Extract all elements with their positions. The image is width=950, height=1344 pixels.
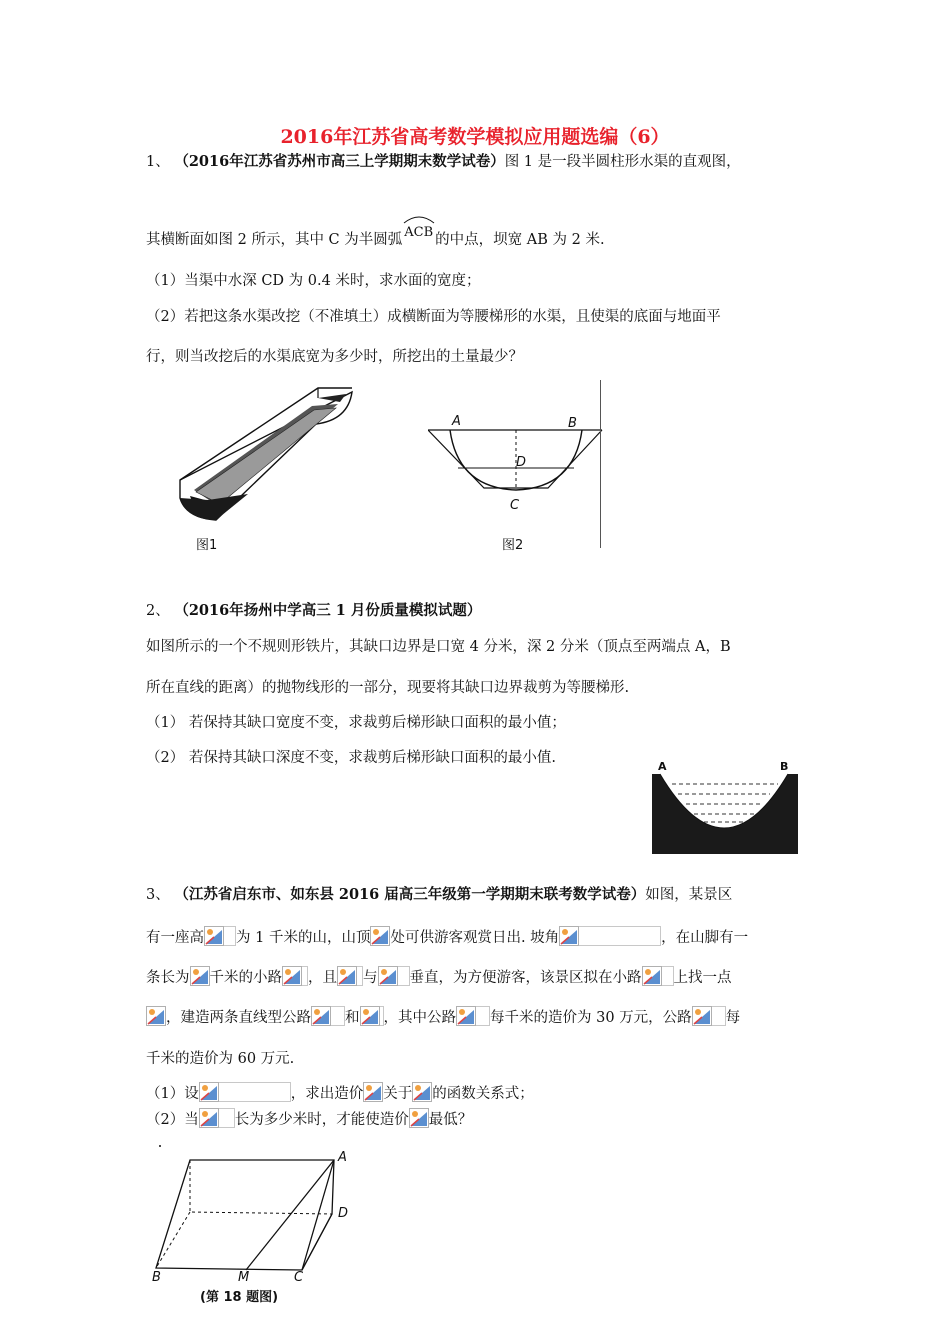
formula-box (476, 1006, 490, 1026)
q3-s2-a: （2）当 (146, 1112, 199, 1128)
q1-source: （2016年江苏省苏州市高三上学期期末数学试卷） (174, 153, 505, 170)
figure-1-caption: 图1 (196, 538, 218, 553)
q3-s1-d: 的函数关系式； (432, 1086, 534, 1102)
q3-s2-b: 长为多少米时，才能使造价 (234, 1112, 409, 1128)
q3-line2 (146, 926, 748, 949)
formula-box (662, 966, 674, 986)
q3-l3-b: 千米的小路 (209, 970, 282, 986)
broken-image-icon (337, 966, 357, 986)
broken-image-icon (199, 1082, 219, 1102)
q3-sub2 (146, 1108, 472, 1131)
q2-sub2: （2） 若保持其缺口深度不变，求裁剪后梯形缺口面积的最小值. (146, 750, 556, 766)
q1-line1-text: 图 1 是一段半圆柱形水渠的直观图， (504, 154, 741, 170)
q2-heading (146, 600, 481, 622)
formula-box (219, 1082, 291, 1102)
q3-l4-d: 每千米的造价为 30 万元，公路 (490, 1010, 692, 1026)
q1-sub2-a: （2）若把这条水渠改挖（不准填土）成横断面为等腰梯形的水渠，且使渠的底面与地面平 (146, 309, 721, 325)
broken-image-icon (692, 1006, 712, 1026)
broken-image-icon (311, 1006, 331, 1026)
broken-image-icon (146, 1006, 166, 1026)
q3-sub1 (146, 1082, 534, 1105)
figure-mountain-prism (150, 1142, 350, 1292)
q3-l4-b: 和 (345, 1010, 360, 1026)
q3-fig-label-d: D (338, 1206, 349, 1221)
q3-l4-e: 每 (725, 1010, 741, 1026)
fig2-label-b: B (568, 416, 577, 431)
figure-1-channel (168, 380, 358, 530)
arc-label: ACB (404, 225, 434, 240)
q1-sub1: （1）当渠中水深 CD 为 0.4 米时，求水面的宽度； (146, 273, 481, 289)
q3-fig-caption: (第 18 题图) (200, 1290, 279, 1305)
q1-sub2-b: 行，则当改挖后的水渠底宽为多少时，所挖出的土量最少？ (146, 349, 523, 365)
broken-image-icon (204, 926, 224, 946)
broken-image-icon (363, 1082, 383, 1102)
q2-number: 2、 (146, 603, 170, 619)
q1-line1 (146, 151, 741, 173)
broken-image-icon (412, 1082, 432, 1102)
q3-fig-label-a: A (338, 1150, 347, 1165)
q3-l2-b: 为 1 千米的山，山顶 (236, 930, 371, 946)
vertical-rule (600, 380, 601, 548)
broken-image-icon (199, 1108, 219, 1128)
arc-mark-icon (402, 214, 436, 224)
broken-image-icon (559, 926, 579, 946)
fig2-label-c: C (510, 498, 520, 513)
q2-source: （2016年扬州中学高三 1 月份质量模拟试题） (174, 602, 482, 619)
broken-image-icon (360, 1006, 380, 1026)
q2-line1: 如图所示的一个不规则形铁片，其缺口边界是口宽 4 分米，深 2 分米（顶点至两端点 A，B (146, 639, 731, 655)
q3-number: 3、 (146, 887, 170, 903)
q3-line3 (146, 966, 732, 989)
q1-line2-b: 的中点，坝宽 AB 为 2 米. (435, 232, 605, 248)
q2-sub1: （1） 若保持其缺口宽度不变，求裁剪后梯形缺口面积的最小值； (146, 715, 566, 731)
page-title: 2016年江苏省高考数学模拟应用题选编（6） (280, 126, 670, 148)
arc-acb (402, 222, 435, 244)
q3-s1-b: ，求出造价 (290, 1086, 364, 1102)
q3-s1-c: 关于 (383, 1086, 413, 1102)
q3-s1-a: （1）设 (146, 1086, 199, 1102)
q3-l3-d: 与 (363, 970, 378, 986)
formula-box (219, 1108, 235, 1128)
q3-l4-c: ，其中公路 (383, 1010, 456, 1026)
q1-line2-a: 其横断面如图 2 所示，其中 C 为半圆弧 (146, 232, 403, 248)
q3-l3-e: 垂直，为方便游客，该景区拟在小路 (409, 970, 642, 986)
q3-line1-rest: 如图，某景区 (645, 887, 733, 903)
q2-fig-label-b: B (780, 760, 789, 773)
formula-box (224, 926, 236, 946)
fig2-label-d: D (516, 455, 527, 470)
formula-box (712, 1006, 726, 1026)
q3-s2-c: 最低？ (428, 1112, 473, 1128)
figure-2-caption: 图2 (502, 538, 524, 553)
q3-l3-a: 条长为 (146, 970, 190, 986)
q3-fig-label-m: M (238, 1270, 250, 1285)
fig2-label-a: A (452, 414, 461, 429)
q3-line1 (146, 884, 732, 906)
broken-image-icon (282, 966, 302, 986)
broken-image-icon (370, 926, 390, 946)
q3-line5: 千米的造价为 60 万元. (146, 1051, 295, 1067)
q1-line2 (146, 222, 605, 251)
q2-line2: 所在直线的距离）的抛物线形的一部分，现要将其缺口边界裁剪为等腰梯形. (146, 680, 630, 696)
broken-image-icon (409, 1108, 429, 1128)
broken-image-icon (642, 966, 662, 986)
q3-fig-label-c: C (294, 1270, 304, 1285)
formula-box (398, 966, 410, 986)
q2-fig-label-a: A (658, 760, 667, 773)
q3-l3-c: ，且 (308, 970, 337, 986)
q1-number: 1、 (146, 154, 170, 170)
formula-box (331, 1006, 345, 1026)
q3-l4-a: ，建造两条直线型公路 (166, 1010, 311, 1026)
q3-l2-a: 有一座高 (146, 930, 204, 946)
q3-source: （江苏省启东市、如东县 2016 届高三年级第一学期期末联考数学试卷） (174, 886, 646, 903)
broken-image-icon (190, 966, 210, 986)
q3-line4 (146, 1006, 740, 1029)
broken-image-icon (378, 966, 398, 986)
q3-l2-c: 处可供游客观赏日出. 坡角 (390, 930, 560, 946)
figure-parabola-plate (652, 762, 798, 854)
q3-l3-f: 上找一点 (673, 970, 732, 986)
q3-l2-d: ，在山脚有一 (661, 930, 749, 946)
q3-fig-label-b: B (152, 1270, 161, 1285)
formula-box (579, 926, 661, 946)
broken-image-icon (456, 1006, 476, 1026)
